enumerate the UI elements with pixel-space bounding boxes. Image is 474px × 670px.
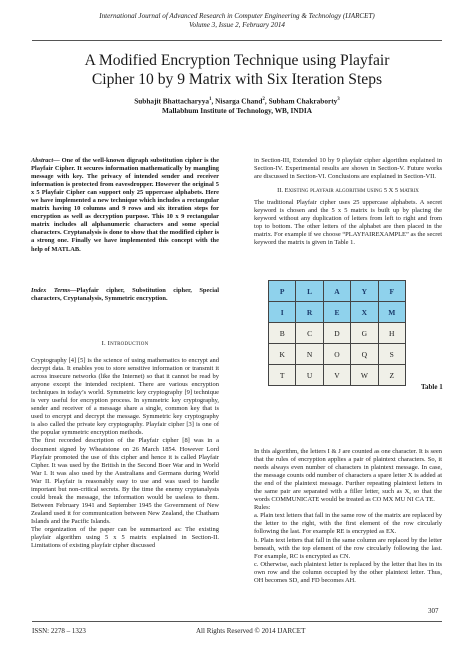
matrix-cell: I [269, 302, 296, 323]
intro-paragraph-3: The organization of the paper can be summarized as: The existing playfair algorithm using 5 x 5 matrix explained in Section-II. Limitations of existing playfair cipher discussed [31, 525, 219, 550]
matrix-row [269, 302, 406, 323]
page-number: 307 [428, 607, 439, 615]
matrix-row [269, 344, 406, 365]
matrix-cell: K [269, 344, 296, 365]
matrix-cell: N [296, 344, 323, 365]
index-terms-text: —Playfair cipher, Substitution cipher, Special characters, Cryptanalysis, Symmetric encryption. [31, 287, 219, 303]
author-1-sup: 1 [209, 97, 212, 102]
author-names: Subhajit Bhattacharyya$^1$, Nisarga Chand$^2$, Subham Chakraborty$^3$ [134, 96, 340, 106]
rule-b: b. Plain text letters that fall in the same column are replaced by the letter beneath, with the top element of the row circularly following the last. For example, RC is encrypted as CN. [254, 536, 442, 560]
continuation-paragraph: in Section-III, Extended 10 by 9 playfair cipher algorithm explained in Section-IV. Experimental results are shown in Section-V. Future works are discussed in Section-VI. Conclusions are explained in Section-VII. [254, 157, 442, 181]
playfair-matrix-table [268, 280, 406, 386]
matrix-cell: U [296, 365, 323, 386]
matrix-cell: F [378, 281, 405, 302]
matrix-cell: Z [378, 365, 405, 386]
intro-paragraph-1: Cryptography [4] [5] is the science of using mathematics to encrypt and decrypt data. It enables you to store sensitive information or transmit it across insecure networks (like the Internet) so that it cannot be read by anyone except the intended recipient. There are various encryption techniques in today’s world. Symmetric key cryptography [9] technique is very useful for encryption process. In symmetric key cryptography, sender and receiver of a message share a single, common key that is used to encrypt and decrypt the message. Symmetric key cryptography is also called the private key cryptography. Playfair cipher [3] is one of the popular symmetric encryption methods. [31, 357, 219, 437]
matrix-cell: G [351, 323, 378, 344]
rule-c: c. Otherwise, each plaintext letter is replaced by the letter that lies in its own row and the column occupied by the other plaintext letter. Thus, OH becomes SD, and FD becomes AH. [254, 560, 442, 584]
index-terms-lead: Index Terms [31, 287, 71, 294]
abstract-text: — One of the well-known digraph substitution cipher is the Playfair Cipher. It secures information mathematically by mangling message with key. The privacy of intended sender and receiver information is protected from eavesdropper. However the original 5 x 5 Playfair Cipher can support only 25 uppercase alphabets. Here we have implemented a new technique which includes a rectangular matrix having 10 columns and 9 rows and six iteration steps for encryption as well as decryption purpose. This 10 x 9 rectangular matrix includes all alphanumeric characters and some special characters. Cryptanalysis is done to show that the modified cipher is a strong one. Finally we have implemented this concept with the help of MATLAB. [31, 157, 219, 253]
introduction-body [31, 357, 219, 550]
matrix-cell: R [296, 302, 323, 323]
journal-name: International Journal of Advanced Research in Computer Engineering & Technology (IJARCET) [99, 12, 375, 20]
table-caption: Table 1 [421, 383, 443, 391]
matrix-row [269, 365, 406, 386]
rules-heading: Rules: [254, 504, 271, 512]
matrix-cell: D [323, 323, 350, 344]
journal-header [0, 12, 474, 30]
title-line-2: Cipher 10 by 9 Matrix with Six Iteration Steps [91, 71, 383, 88]
footer-rule [32, 621, 442, 622]
journal-volume: Volume 3, Issue 2, February 2014 [189, 21, 285, 29]
matrix-cell: S [378, 344, 405, 365]
matrix-cell: E [323, 302, 350, 323]
matrix-row [269, 281, 406, 302]
footer-issn: ISSN: 2278 – 1323 [32, 627, 86, 635]
author-2: Nisarga Chand [215, 96, 263, 106]
matrix-cell: C [296, 323, 323, 344]
matrix-cell: B [269, 323, 296, 344]
matrix-cell: X [351, 302, 378, 323]
matrix-cell: A [323, 281, 350, 302]
matrix-cell: W [351, 365, 378, 386]
paper-title [20, 51, 454, 89]
right-column-top [254, 157, 442, 247]
matrix-cell: L [296, 281, 323, 302]
matrix-cell: O [323, 344, 350, 365]
author-3: Subham Chakraborty [268, 96, 338, 106]
author-3-sup: 3 [337, 97, 340, 102]
matrix-cell: P [269, 281, 296, 302]
header-rule [32, 40, 442, 41]
author-block [0, 95, 474, 116]
author-2-sup: 2 [262, 97, 265, 102]
affiliation: Mallabhum Institute of Technology, WB, INDIA [161, 106, 313, 116]
matrix-cell: Y [351, 281, 378, 302]
abstract-lead: Abstract [31, 157, 54, 164]
index-terms [31, 287, 219, 303]
title-line-1: A Modified Encryption Technique using Playfair [84, 52, 390, 69]
matrix-cell: V [323, 365, 350, 386]
matrix-cell: Q [351, 344, 378, 365]
section-2-paragraph-2: In this algorithm, the letters I & J are counted as one character. It is seen that the rules of encryption applies a pair of plaintext characters. So, it needs always even number of characters in plaintext message. In case, the message counts odd number of characters a spare letter X is added at the end of the plaintext message. Further repeating plaintext letters in the same pair are separated with a filler letter, such as X, so that the words COMMUNICATE would be treated as CO MX MU NI CA TE. [254, 448, 442, 504]
matrix-row [269, 323, 406, 344]
section-2-heading: II. Existing playfair algorithm using 5 X 5 matrix [277, 187, 419, 195]
section-2-paragraph-1: The traditional Playfair cipher uses 25 uppercase alphabets. A secret keyword is chosen and the 5 x 5 matrix is built up by placing the keyword without any duplication of letters from left to right and from top to bottom. The other letters of the alphabet are then placed in the matrix. For example if we choose “PLAYFAIREXAMPLE” as the secret keyword the matrix is given in Table 1. [254, 199, 442, 247]
rule-a: a. Plain text letters that fall in the same row of the matrix are replaced by the letter to the right, with the first element of the row circularly following the last. For example RE is encrypted as EX. [254, 512, 442, 536]
abstract [31, 157, 219, 254]
footer-rights: All Rights Reserved © 2014 IJARCET [196, 627, 306, 635]
intro-paragraph-2: The first recorded description of the Playfair cipher [8] was in a document signed by Wheatstone on 26 March 1854. However Lord Playfair promoted the use of this cipher and hence it is called Playfair Cipher. It was used by the British in the Second Boer War and in World War I. It was also used by the Australians and Germans during World War II. Playfair is reasonably easy to use and was used to handle important but non-critical secrets. By the time the enemy cryptanalysts could break the message, the information would be useless to them. Between February 1941 and September 1945 the Government of New Zealand used it for communication between New Zealand, the Chatham Islands and the Pacific Islands. [31, 437, 219, 525]
author-1: Subhajit Bhattacharyya [134, 96, 209, 106]
matrix-cell: M [378, 302, 405, 323]
matrix-cell: H [378, 323, 405, 344]
right-column-bottom [254, 448, 442, 585]
matrix-cell: T [269, 365, 296, 386]
section-1-heading: I. Introduction [101, 340, 149, 347]
